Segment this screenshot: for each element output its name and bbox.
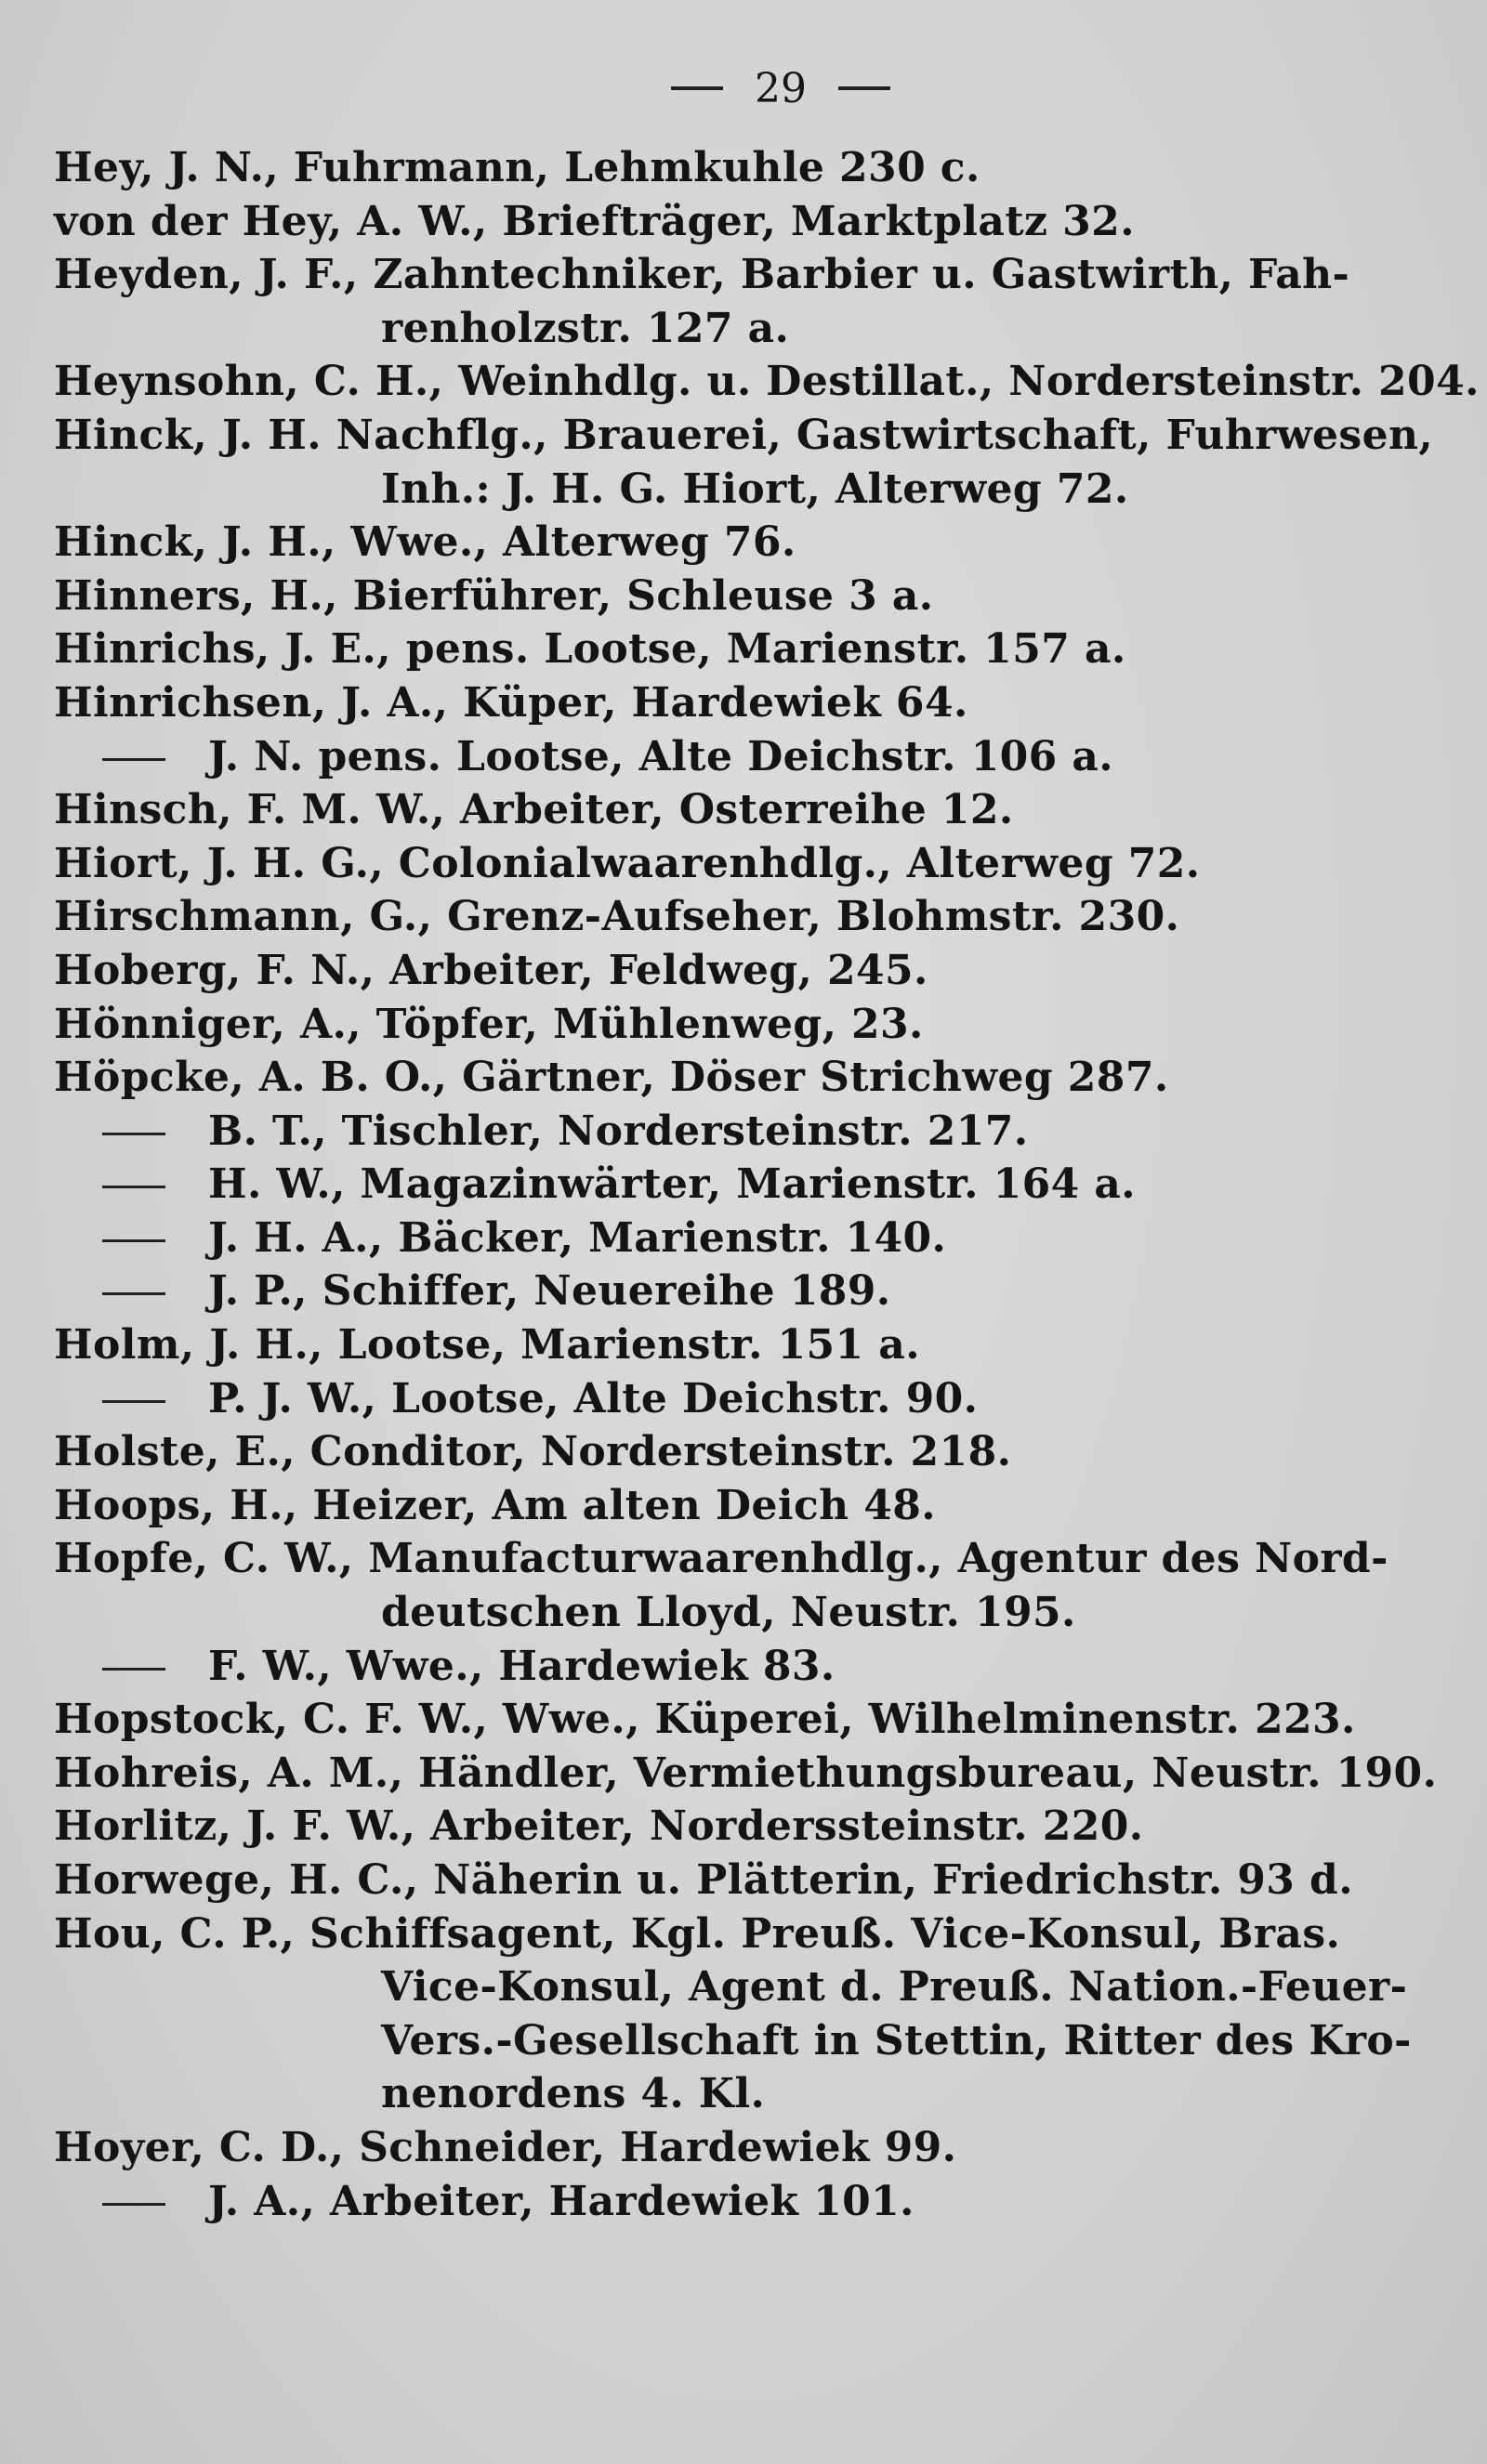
entry-line bbox=[0, 1854, 1487, 1907]
entry-continuation-line bbox=[0, 1960, 1487, 2014]
entry-text: Inh.: J. H. G. Hiort, Alterweg 72. bbox=[381, 465, 1129, 513]
entry-sub-line bbox=[0, 1372, 1487, 1426]
entry-line bbox=[0, 890, 1487, 944]
entry-line bbox=[0, 837, 1487, 891]
ditto-dash bbox=[102, 1668, 165, 1671]
entry-line bbox=[0, 2121, 1487, 2175]
entry-sub-line bbox=[0, 1212, 1487, 1265]
page-number: 29 bbox=[755, 64, 807, 112]
entry-line bbox=[0, 1800, 1487, 1854]
directory-entries bbox=[0, 141, 1487, 2228]
entry-text: J. N. pens. Lootse, Alte Deichstr. 106 a. bbox=[208, 732, 1114, 780]
ditto-dash bbox=[102, 1186, 165, 1188]
entry-sub-line bbox=[0, 2175, 1487, 2229]
entry-line bbox=[0, 783, 1487, 837]
entry-text: Hopstock, C. F. W., Wwe., Küperei, Wilhelminenstr. 223. bbox=[54, 1696, 1356, 1744]
entry-continuation-line bbox=[0, 2014, 1487, 2068]
entry-line bbox=[0, 998, 1487, 1052]
entry-text: Holm, J. H., Lootse, Marienstr. 151 a. bbox=[54, 1321, 920, 1370]
entry-line bbox=[0, 248, 1487, 302]
entry-line bbox=[0, 195, 1487, 249]
entry-continuation-line bbox=[0, 1586, 1487, 1640]
entry-text: Hiort, J. H. G., Colonialwaarenhdlg., Alterweg 72. bbox=[54, 839, 1201, 887]
ditto-dash bbox=[102, 758, 165, 761]
entry-line bbox=[0, 1907, 1487, 1961]
entry-line bbox=[0, 141, 1487, 195]
entry-line bbox=[0, 1318, 1487, 1372]
ditto-dash bbox=[102, 1292, 165, 1295]
entry-sub-line bbox=[0, 1265, 1487, 1318]
ditto-dash bbox=[102, 1133, 165, 1135]
entry-text: nenordens 4. Kl. bbox=[381, 2070, 766, 2118]
entry-text: F. W., Wwe., Hardewiek 83. bbox=[208, 1642, 836, 1690]
entry-text: Hinsch, F. M. W., Arbeiter, Osterreihe 12. bbox=[54, 786, 1014, 834]
entry-text: Höpcke, A. B. O., Gärtner, Döser Strichweg 287. bbox=[54, 1054, 1169, 1102]
entry-text: Horwege, H. C., Näherin u. Plätterin, Friedrichstr. 93 d. bbox=[54, 1856, 1353, 1904]
entry-text: J. A., Arbeiter, Hardewiek 101. bbox=[208, 2177, 915, 2225]
entry-text: Hoyer, C. D., Schneider, Hardewiek 99. bbox=[54, 2123, 957, 2171]
right-dash bbox=[838, 86, 890, 90]
entry-line bbox=[0, 1479, 1487, 1533]
entry-line bbox=[0, 355, 1487, 409]
entry-line bbox=[0, 676, 1487, 730]
entry-text: Hopfe, C. W., Manufacturwaarenhdlg., Agentur des Nord- bbox=[54, 1535, 1388, 1583]
entry-text: Horlitz, J. F. W., Arbeiter, Norderssteinstr. 220. bbox=[54, 1802, 1144, 1851]
entry-text: B. T., Tischler, Nordersteinstr. 217. bbox=[208, 1107, 1029, 1155]
entry-sub-line bbox=[0, 730, 1487, 784]
ditto-dash bbox=[102, 2203, 165, 2206]
entry-text: von der Hey, A. W., Briefträger, Marktplatz 32. bbox=[54, 197, 1135, 245]
entry-text: Hoops, H., Heizer, Am alten Deich 48. bbox=[54, 1481, 937, 1529]
entry-text: Hinrichs, J. E., pens. Lootse, Marienstr. 157 a. bbox=[54, 625, 1126, 674]
entry-sub-line bbox=[0, 1105, 1487, 1159]
entry-text: Hirschmann, G., Grenz-Aufseher, Blohmstr. 230. bbox=[54, 893, 1180, 941]
entry-text: Heyden, J. F., Zahntechniker, Barbier u. Gastwirth, Fah- bbox=[54, 251, 1350, 299]
ditto-dash bbox=[102, 1239, 165, 1242]
entry-line bbox=[0, 516, 1487, 570]
entry-text: J. P., Schiffer, Neuereihe 189. bbox=[208, 1267, 891, 1316]
entry-text: Hinners, H., Bierführer, Schleuse 3 a. bbox=[54, 571, 934, 620]
entry-text: Holste, E., Conditor, Nordersteinstr. 218. bbox=[54, 1428, 1012, 1476]
entry-text: deutschen Lloyd, Neustr. 195. bbox=[381, 1589, 1076, 1637]
entry-line bbox=[0, 1532, 1487, 1586]
entry-sub-line bbox=[0, 1158, 1487, 1212]
entry-text: H. W., Magazinwärter, Marienstr. 164 a. bbox=[208, 1160, 1136, 1209]
entry-line bbox=[0, 1425, 1487, 1479]
entry-text: Hönniger, A., Töpfer, Mühlenweg, 23. bbox=[54, 1000, 924, 1048]
entry-text: Vers.-Gesellschaft in Stettin, Ritter des Kro- bbox=[381, 2016, 1412, 2064]
entry-text: Hoberg, F. N., Arbeiter, Feldweg, 245. bbox=[54, 946, 928, 994]
entry-sub-line bbox=[0, 1640, 1487, 1694]
entry-line bbox=[0, 1747, 1487, 1801]
entry-text: Vice-Konsul, Agent d. Preuß. Nation.-Feuer- bbox=[381, 1963, 1408, 2012]
entry-text: J. H. A., Bäcker, Marienstr. 140. bbox=[208, 1213, 947, 1262]
entry-text: Hinck, J. H. Nachflg., Brauerei, Gastwirtschaft, Fuhrwesen, bbox=[54, 411, 1434, 459]
entry-line bbox=[0, 1693, 1487, 1747]
entry-text: P. J. W., Lootse, Alte Deichstr. 90. bbox=[208, 1374, 979, 1422]
entry-text: Hinck, J. H., Wwe., Alterweg 76. bbox=[54, 518, 796, 567]
entry-line bbox=[0, 570, 1487, 623]
entry-continuation-line bbox=[0, 2067, 1487, 2121]
entry-line bbox=[0, 409, 1487, 463]
entry-line bbox=[0, 623, 1487, 676]
entry-text: Hohreis, A. M., Händler, Vermiethungsbureau, Neustr. 190. bbox=[54, 1749, 1438, 1797]
entry-text: Heynsohn, C. H., Weinhdlg. u. Destillat., Nordersteinstr. 204. bbox=[54, 358, 1480, 406]
page-number-header bbox=[74, 56, 1487, 121]
ditto-dash bbox=[102, 1400, 165, 1403]
entry-text: Hey, J. N., Fuhrmann, Lehmkuhle 230 c. bbox=[54, 144, 980, 191]
entry-line bbox=[0, 1051, 1487, 1105]
entry-text: Hou, C. P., Schiffsagent, Kgl. Preuß. Vice-Konsul, Bras. bbox=[54, 1909, 1341, 1958]
entry-continuation-line bbox=[0, 463, 1487, 517]
entry-continuation-line bbox=[0, 302, 1487, 356]
entry-line bbox=[0, 944, 1487, 998]
entry-text: Hinrichsen, J. A., Küper, Hardewiek 64. bbox=[54, 678, 968, 727]
entry-text: renholzstr. 127 a. bbox=[381, 304, 790, 352]
left-dash bbox=[671, 86, 723, 90]
